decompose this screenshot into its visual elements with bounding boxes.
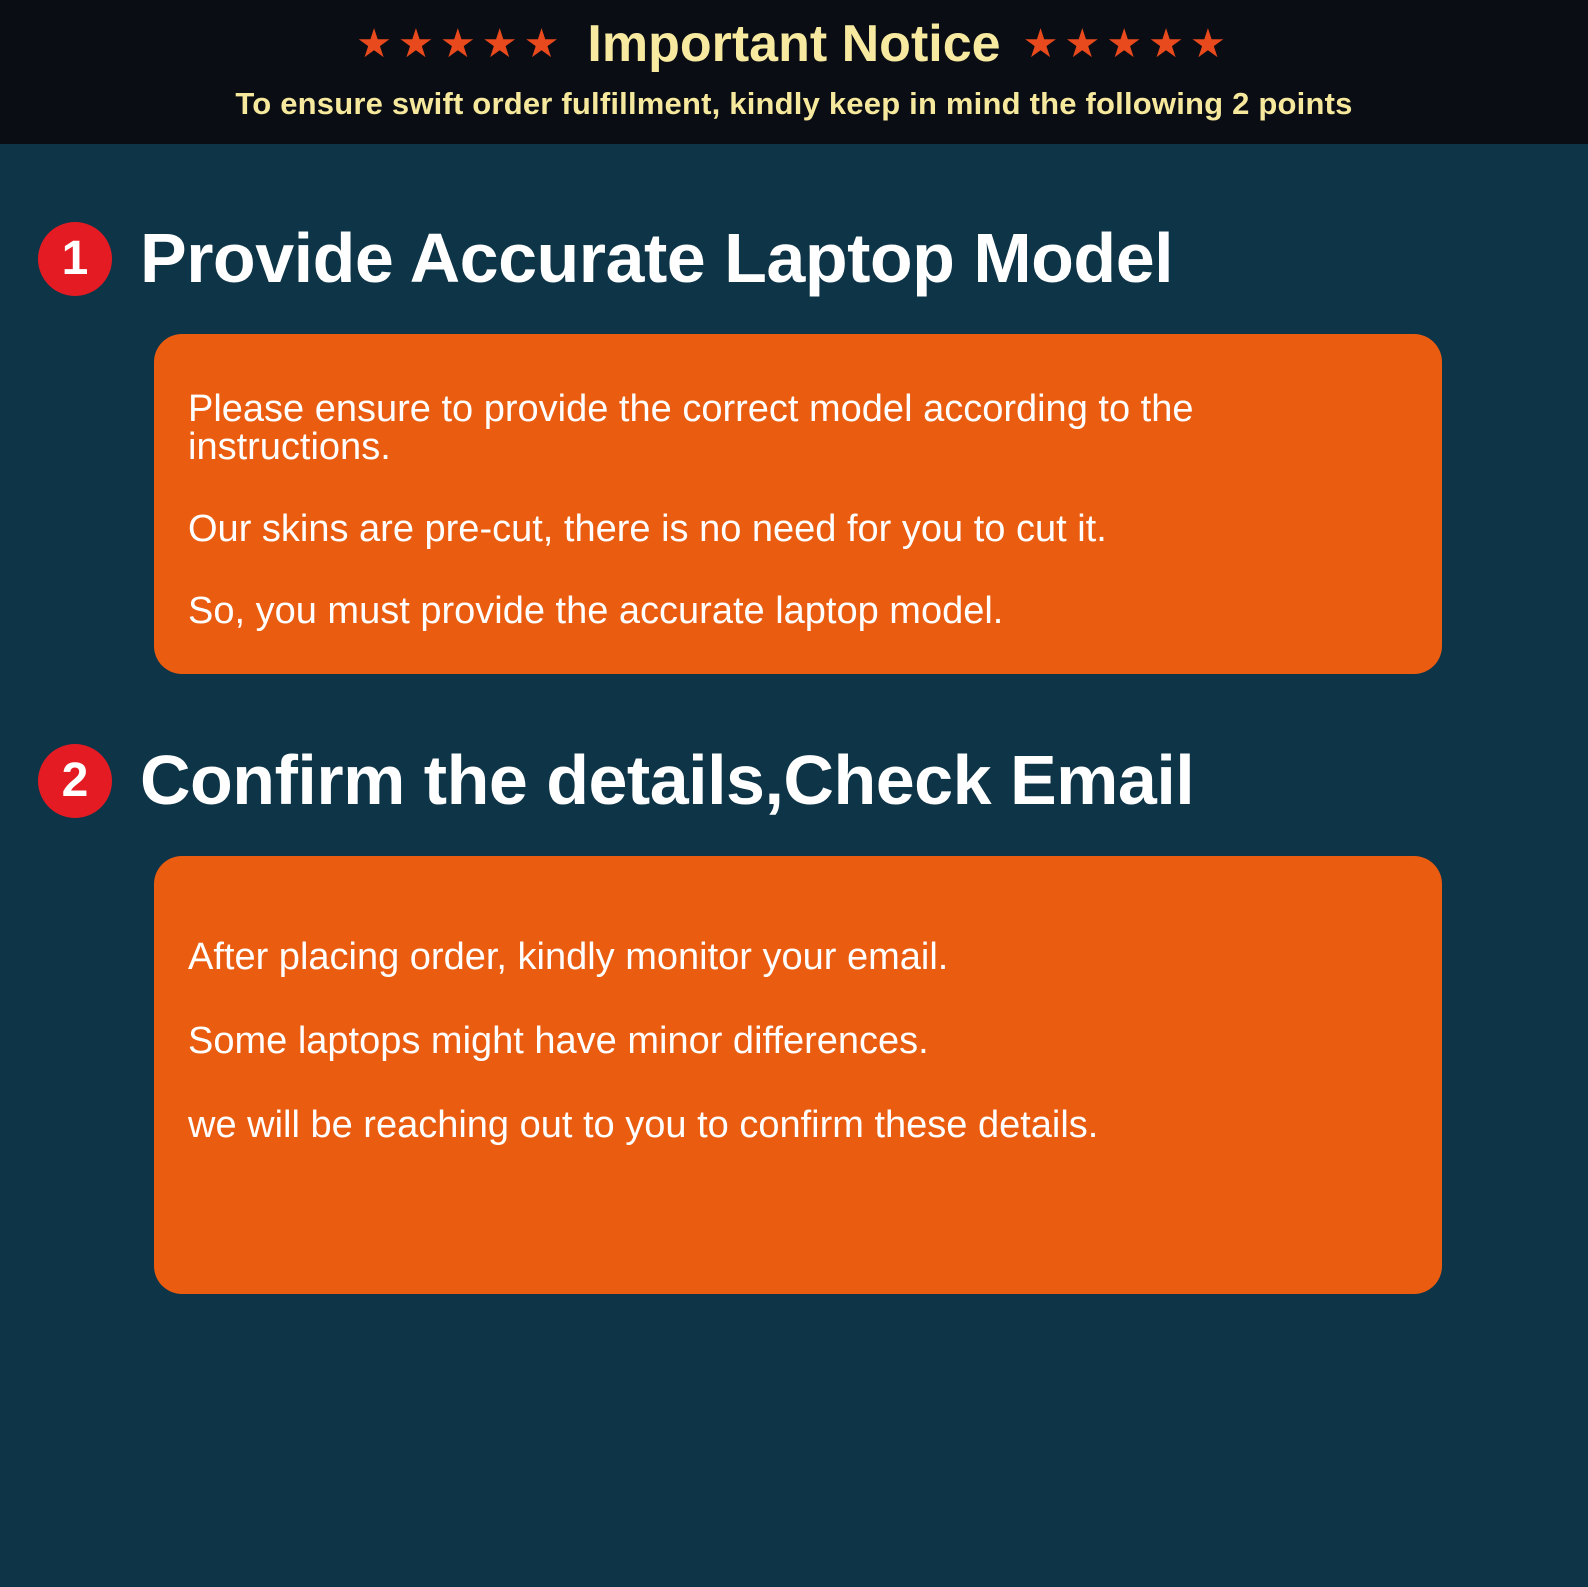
section-2-card xyxy=(154,856,1442,1294)
section-1-card xyxy=(154,334,1442,674)
section-1-line-2: Our skins are pre-cut, there is no need for you to cut it. xyxy=(188,508,1107,550)
section-2-line-1: After placing order, kindly monitor your email. xyxy=(188,936,949,978)
section-1-line-3: So, you must provide the accurate laptop model. xyxy=(188,590,1004,632)
banner-title-row xyxy=(0,15,1588,73)
section-2-line-2: Some laptops might have minor differences. xyxy=(188,1020,929,1062)
section-2-header xyxy=(38,741,1550,820)
section-confirm-details xyxy=(0,741,1588,1294)
stars-left-icon: ★★★★★ xyxy=(356,22,566,66)
section-2-title: Confirm the details,Check Email xyxy=(140,741,1195,820)
step-number-badge-1: 1 xyxy=(38,222,112,296)
section-1-line-1: Please ensure to provide the correct model according to the instructions. xyxy=(188,388,1194,468)
section-provide-model xyxy=(0,219,1588,674)
banner-subtitle: To ensure swift order fulfillment, kindly keep in mind the following 2 points xyxy=(235,86,1353,121)
section-1-title: Provide Accurate Laptop Model xyxy=(140,219,1174,298)
section-1-header xyxy=(38,219,1550,298)
step-number-badge-2: 2 xyxy=(38,744,112,818)
section-2-line-3: we will be reaching out to you to confirm these details. xyxy=(188,1104,1099,1146)
banner-title: Important Notice xyxy=(587,15,1001,73)
notice-banner xyxy=(0,0,1588,144)
stars-right-icon: ★★★★★ xyxy=(1022,22,1232,66)
